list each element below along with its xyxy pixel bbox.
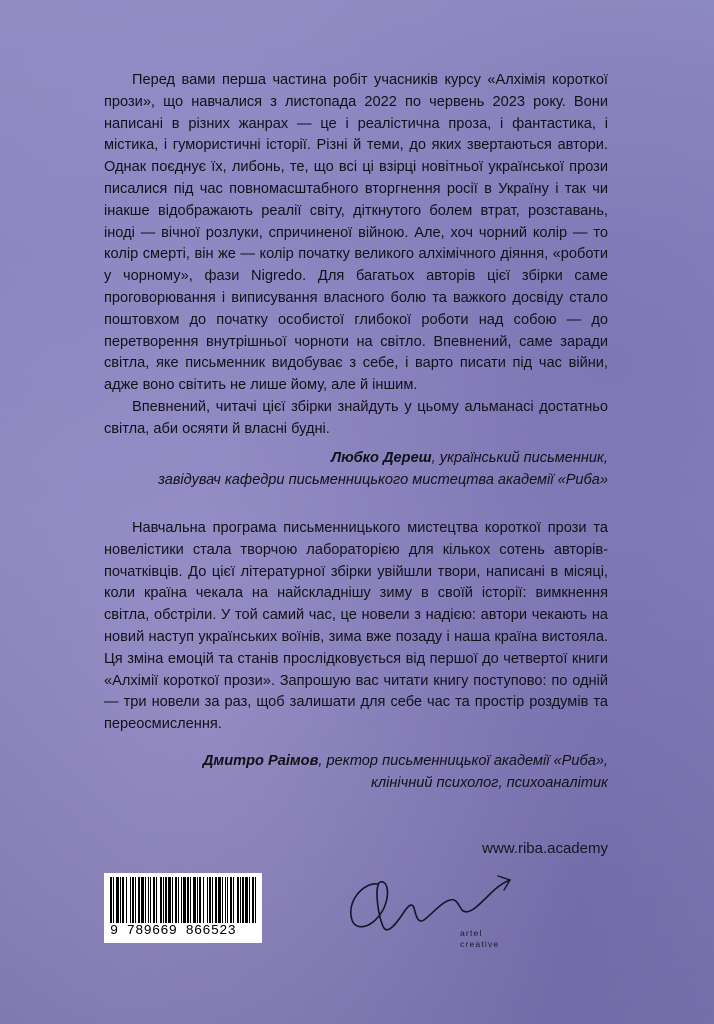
- signature-deresh-line2: завідувач кафедри письменницького мистецтва академії «Риба»: [158, 471, 608, 488]
- barcode-bars: [110, 877, 256, 923]
- signature-raimov-line2: клінічний психолог, психоаналітик: [371, 774, 608, 791]
- publisher-logo-line1: artel: [460, 928, 483, 938]
- signature-deresh-line1: [88, 448, 608, 470]
- signature-deresh-name: Любко Дереш: [331, 450, 432, 466]
- signature-raimov-line1: [88, 751, 608, 773]
- intro-paragraph-2: Впевнений, читачі цієї збірки знайдуть у цьому альманасі достатньо світла, аби осяяти й власні будні.: [104, 398, 608, 437]
- isbn-barcode: [104, 873, 262, 943]
- signature-raimov: [88, 751, 608, 795]
- second-text: [104, 518, 608, 736]
- publisher-logo-line2: creative: [460, 939, 500, 949]
- signature-raimov-name: Дмитро Раімов: [202, 753, 319, 769]
- signature-deresh-title: , український письменник,: [431, 450, 608, 466]
- signature-raimov-title: , ректор письменницької академії «Риба»,: [318, 753, 608, 769]
- intro-text: [104, 70, 608, 441]
- website-url: www.riba.academy: [482, 840, 608, 857]
- barcode-number: 9 789669 866523: [110, 924, 237, 939]
- second-paragraph: Навчальна програма письменницького мистецтва короткої прози та новелістики стала творчою лабораторією для кількох сотень авторів-початківців. До цієї літературної збірки увійшли твори, написані в місяці, коли країна чекала на найскладнішу зиму в своїй історії: вимкнення світла, обстріли. У той самий час, це новели з надією: автори чекають на новий наступ українських воїнів, зима вже позаду і наша країна вистояла. Ця зміна емоцій та станів прослідковується від першої до четвертої книги «Алхімії короткої прози». Запрошую вас читати книгу поступово: по одній — три новели за раз, щоб залишати для себе час та простір роздумів та переосмислення.: [104, 520, 608, 733]
- signature-deresh: [88, 448, 608, 492]
- publisher-logo-icon: [338, 862, 528, 952]
- intro-paragraph-1: Перед вами перша частина робіт учасників курсу «Алхімія короткої прози», що навчалися з листопада 2022 по червень 2023 року. Вони написані в різних жанрах — це і реалістична проза, і фантастика, і містика, і гумористичні історії. Різні й теми, до яких звертаються автори. Однак поєднує їх, либонь, те, що всі ці взірці новітньої української прози писалися під час повномасштабного вторгнення росії в Україну і так чи інакше відображають реалії світу, діткнутого болем втрат, розставань, іноді — вічної розлуки, спричиненої війною. Але, хоч чорний колір — то колір смерті, він же — колір початку великого алхімічного діяння, «роботи у чорному», фази Nigredo. Для багатьох авторів цієї збірки саме проговорювання і виписування власного болю та важкого досвіду стало поштовхом до початку особистої глибокої роботи над собою — до перетворення внутрішньої чорноти на світло. Впевнений, саме заради світла, яке письменник видобуває з себе, і варто писати під час війни, адже воно світить не лише йому, але й іншим.: [104, 72, 608, 394]
